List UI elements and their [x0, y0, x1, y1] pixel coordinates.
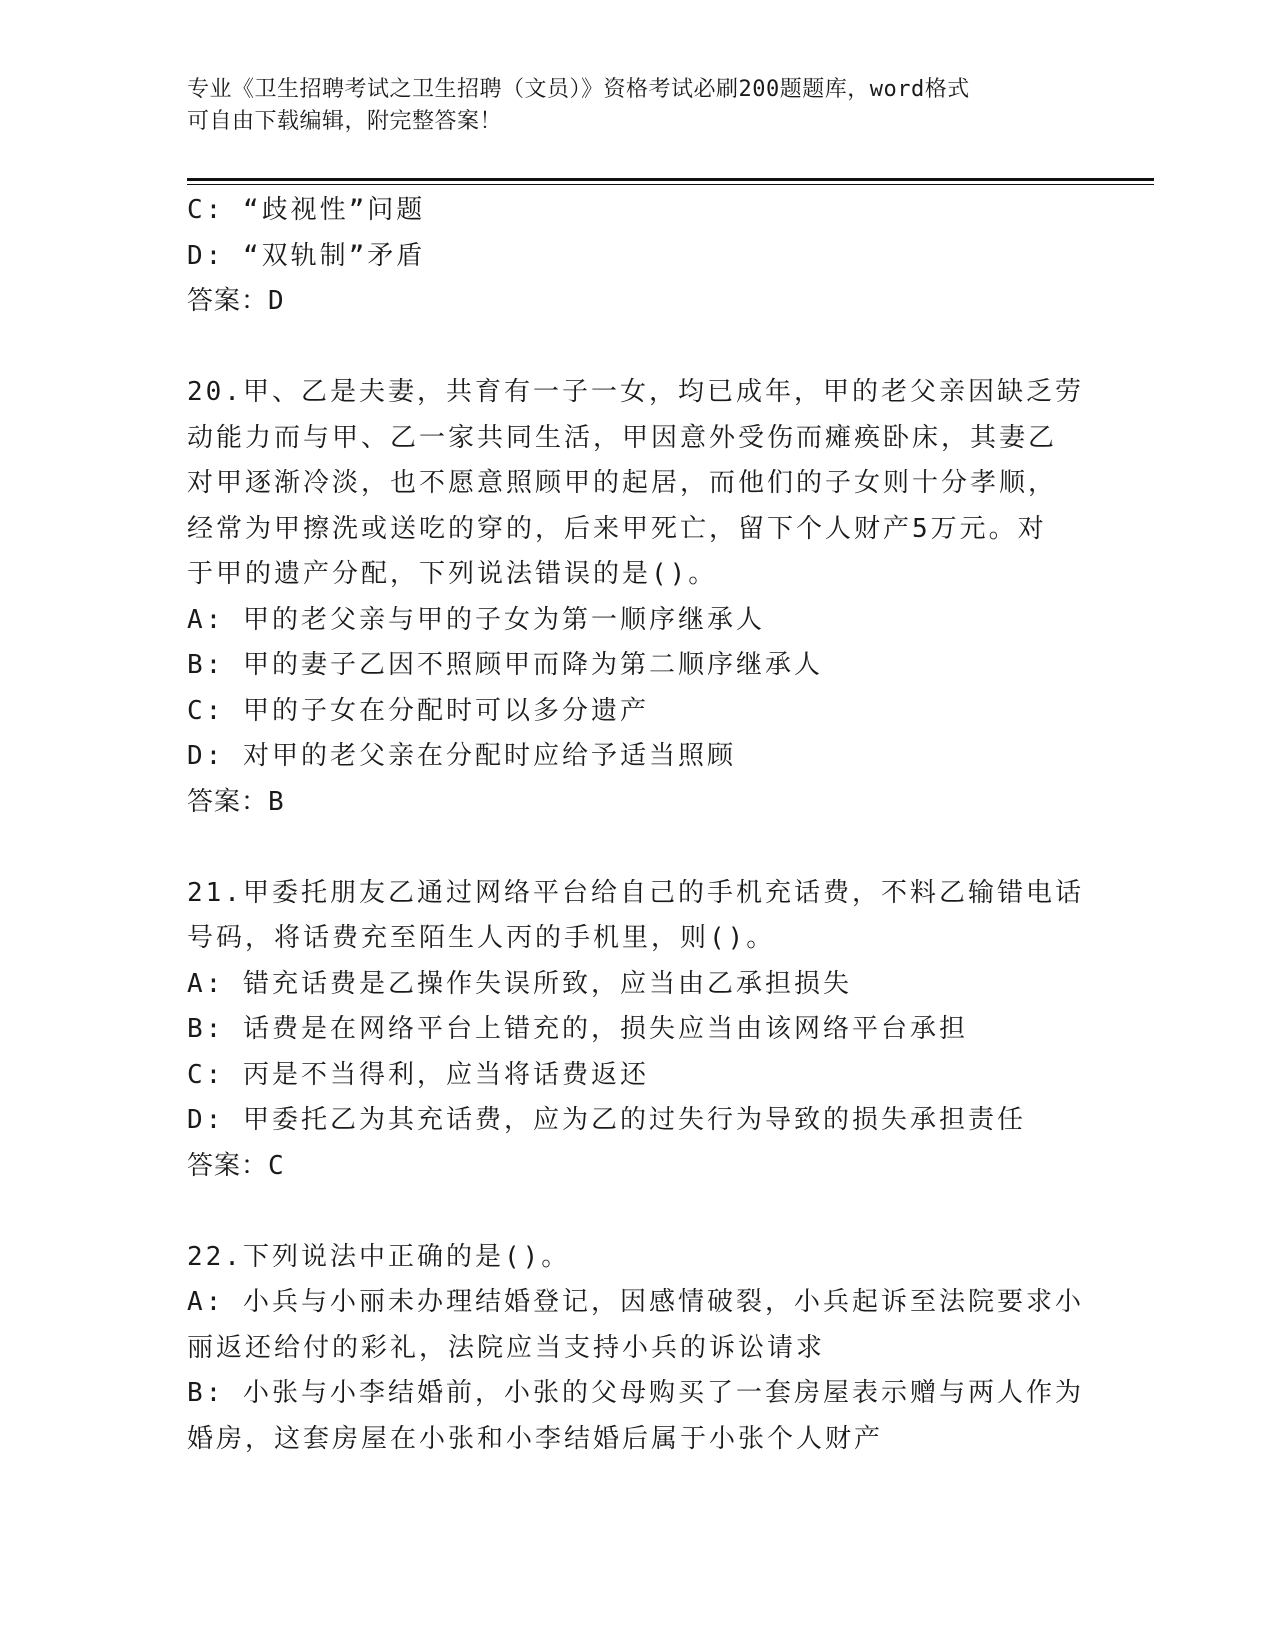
answer-line: 答案：B — [187, 786, 285, 817]
option-b: B: 甲的妻子乙因不照顾甲而降为第二顺序继承人 — [187, 650, 823, 680]
option-a: A: 错充话费是乙操作失误所致，应当由乙承担损失 — [187, 968, 852, 999]
question-stem-line: 号码，将话费充至陌生人丙的手机里，则()。 — [187, 923, 776, 953]
question-stem-line: 22.下列说法中正确的是()。 — [187, 1241, 571, 1272]
spacer — [187, 1189, 1087, 1235]
question-stem-line: 对甲逐渐冷淡，也不愿意照顾甲的起居，而他们的子女则十分孝顺， — [187, 468, 1058, 498]
option-c: C: “歧视性”问题 — [187, 195, 426, 225]
option-b: B: 小张与小李结婚前，小张的父母购买了一套房屋表示赠与两人作为 — [187, 1378, 1084, 1408]
question-stem-line: 经常为甲擦洗或送吃的穿的，后来甲死亡，留下个人财产5万元。对 — [187, 513, 1047, 544]
option-c: C: 丙是不当得利，应当将话费返还 — [187, 1059, 649, 1090]
question-19-tail — [187, 188, 1087, 325]
question-22 — [187, 1235, 1087, 1463]
question-stem-line: 20.甲、乙是夫妻，共育有一子一女，均已成年，甲的老父亲因缺乏劳 — [187, 377, 1084, 407]
document-body — [187, 188, 1087, 1462]
question-stem-line: 21.甲委托朋友乙通过网络平台给自己的手机充话费，不料乙输错电话 — [187, 877, 1084, 908]
question-20 — [187, 370, 1087, 825]
header-title-line-2: 可自由下载编辑，附完整答案！ — [187, 109, 503, 134]
option-d: D: 甲委托乙为其充话费，应为乙的过失行为导致的损失承担责任 — [187, 1105, 1026, 1135]
header-rule-thin — [187, 184, 1154, 185]
option-c: C: 甲的子女在分配时可以多分遗产 — [187, 695, 649, 726]
answer-line: 答案：C — [187, 1150, 285, 1181]
header-title-line-1: 专业《卫生招聘考试之卫生招聘（文员）》资格考试必刷200题题库，word格式 — [187, 77, 970, 102]
question-stem-line: 动能力而与甲、乙一家共同生活，甲因意外受伤而瘫痪卧床，其妻乙 — [187, 422, 1058, 453]
question-stem-line: 于甲的遗产分配，下列说法错误的是()。 — [187, 559, 718, 589]
option-a: A: 小兵与小丽未办理结婚登记，因感情破裂，小兵起诉至法院要求小 — [187, 1287, 1084, 1317]
spacer — [187, 325, 1087, 371]
header-rule-thick — [187, 178, 1154, 181]
option-a-continued: 丽返还给付的彩礼，法院应当支持小兵的诉讼请求 — [187, 1332, 826, 1363]
option-d: D: 对甲的老父亲在分配时应给予适当照顾 — [187, 741, 736, 771]
option-a: A: 甲的老父亲与甲的子女为第一顺序继承人 — [187, 604, 765, 635]
question-21 — [187, 871, 1087, 1190]
document-header — [187, 74, 1087, 138]
answer-line: 答案：D — [187, 286, 285, 316]
option-b-continued: 婚房，这套房屋在小张和小李结婚后属于小张个人财产 — [187, 1423, 884, 1454]
option-b: B: 话费是在网络平台上错充的，损失应当由该网络平台承担 — [187, 1014, 968, 1044]
spacer — [187, 825, 1087, 871]
option-d: D: “双轨制”矛盾 — [187, 240, 426, 271]
